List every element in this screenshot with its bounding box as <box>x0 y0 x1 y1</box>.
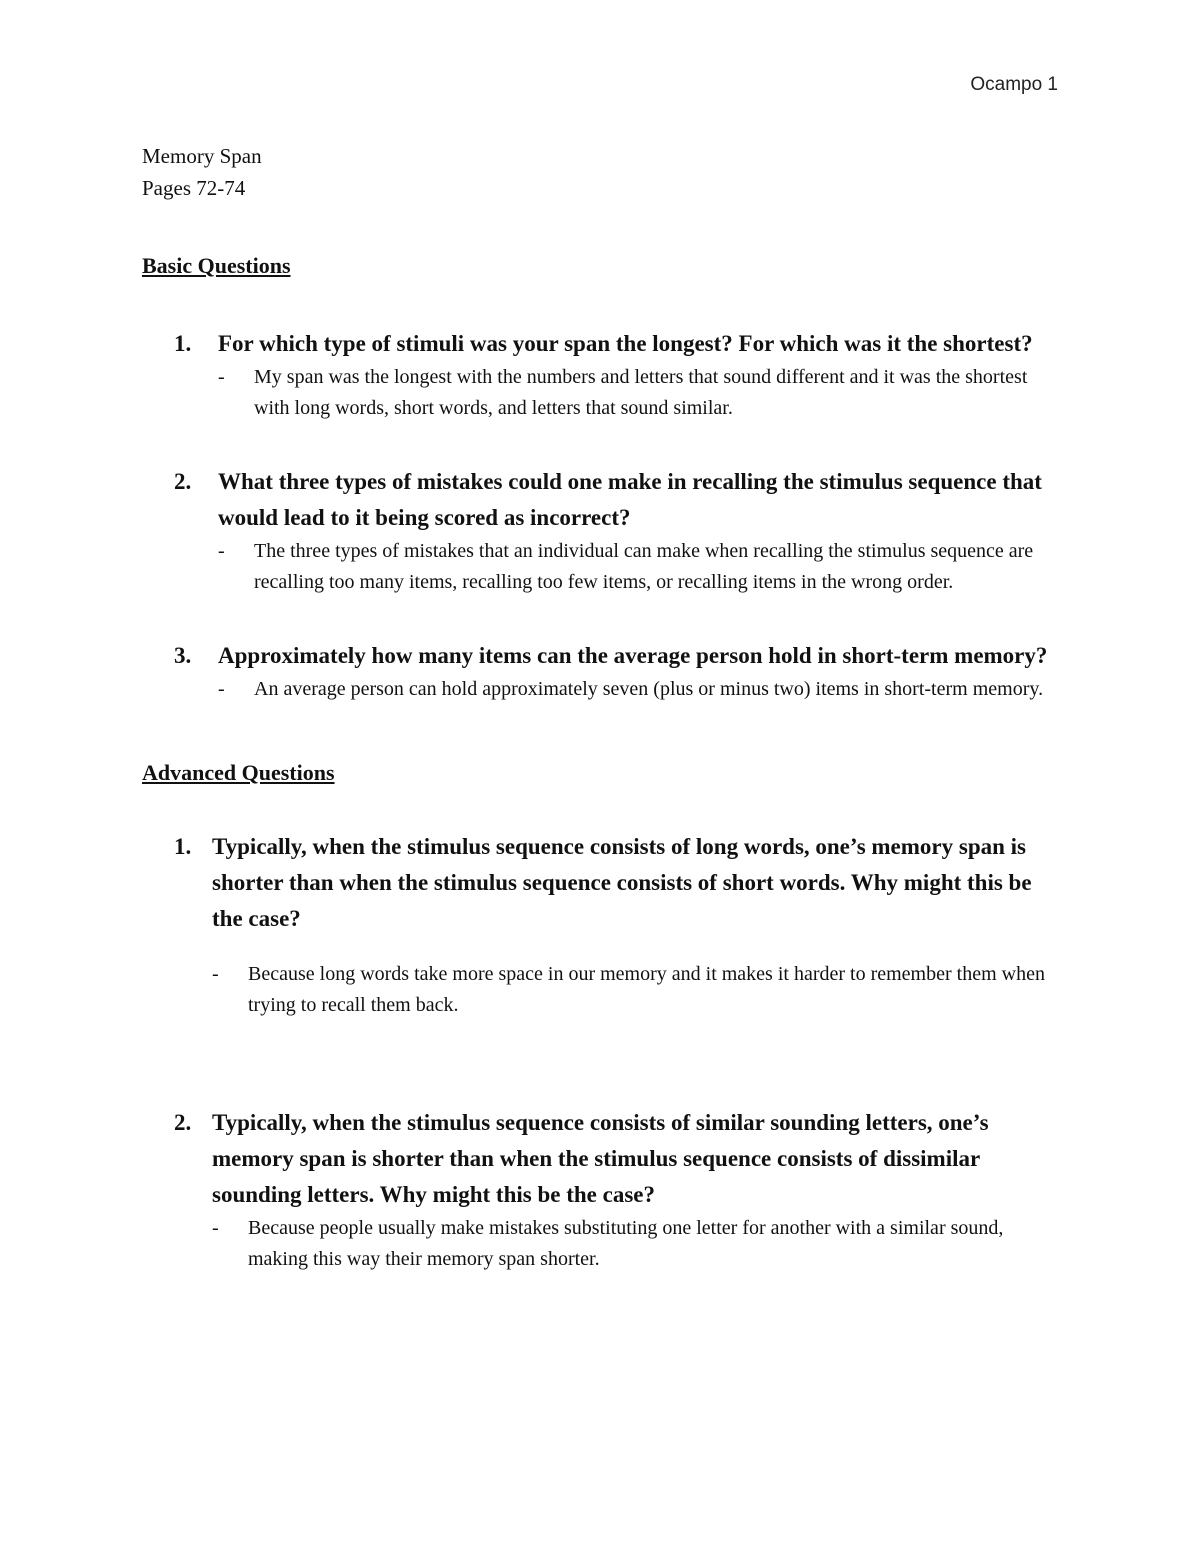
dash-marker: - <box>212 963 219 985</box>
basic-questions-heading: Basic Questions <box>142 253 291 278</box>
running-head: Ocampo 1 <box>970 74 1058 95</box>
dash-marker: - <box>218 540 225 562</box>
question-number: 1. <box>174 834 192 859</box>
answer-item <box>212 959 1062 1021</box>
dash-marker: - <box>218 678 225 700</box>
answer-text: Because people usually make mistakes substituting one letter for another with a similar sound, making this way their memory span shorter. <box>248 1217 1004 1270</box>
basic-questions-list <box>142 326 1062 705</box>
document-pages: Pages 72-74 <box>142 176 246 200</box>
answer-text: The three types of mistakes that an individual can make when recalling the stimulus sequence are recalling too many items, recalling too few items, or recalling items in the wrong order. <box>254 540 1034 593</box>
answer-item <box>218 674 1062 705</box>
advanced-question-item <box>142 1105 1062 1275</box>
question-number: 2. <box>174 1110 192 1135</box>
answer-item <box>218 362 1062 424</box>
answer-item <box>212 1213 1062 1275</box>
basic-question-item <box>142 326 1062 424</box>
answer-text: My span was the longest with the numbers and letters that sound different and it was the shortest with long words, short words, and letters that sound similar. <box>254 366 1028 419</box>
dash-marker: - <box>218 366 225 388</box>
question-number: 1. <box>174 331 192 356</box>
basic-question-item <box>142 638 1062 705</box>
advanced-questions-list <box>142 829 1062 1275</box>
answer-item <box>218 536 1062 598</box>
question-text: What three types of mistakes could one make in recalling the stimulus sequence that would lead to it being scored as incorrect? <box>218 469 1042 530</box>
answer-text: Because long words take more space in our memory and it makes it harder to remember them when trying to recall them back. <box>248 963 1045 1016</box>
question-number: 3. <box>174 643 192 668</box>
dash-marker: - <box>212 1217 219 1239</box>
question-text: Typically, when the stimulus sequence consists of long words, one’s memory span is shorter than when the stimulus sequence consists of short words. Why might this be the case? <box>212 834 1032 931</box>
document-body <box>142 140 1062 1275</box>
answer-text: An average person can hold approximately seven (plus or minus two) items in short-term memory. <box>254 678 1044 700</box>
question-text: Approximately how many items can the average person hold in short-term memory? <box>218 643 1048 668</box>
question-text: Typically, when the stimulus sequence consists of similar sounding letters, one’s memory span is shorter than when the stimulus sequence consists of dissimilar sounding letters. Why might this be the case? <box>212 1110 989 1207</box>
advanced-questions-heading: Advanced Questions <box>142 760 335 785</box>
question-number: 2. <box>174 469 192 494</box>
document-title: Memory Span <box>142 144 262 168</box>
advanced-question-item <box>142 829 1062 1021</box>
basic-question-item <box>142 464 1062 598</box>
question-text: For which type of stimuli was your span the longest? For which was it the shortest? <box>218 331 1033 356</box>
